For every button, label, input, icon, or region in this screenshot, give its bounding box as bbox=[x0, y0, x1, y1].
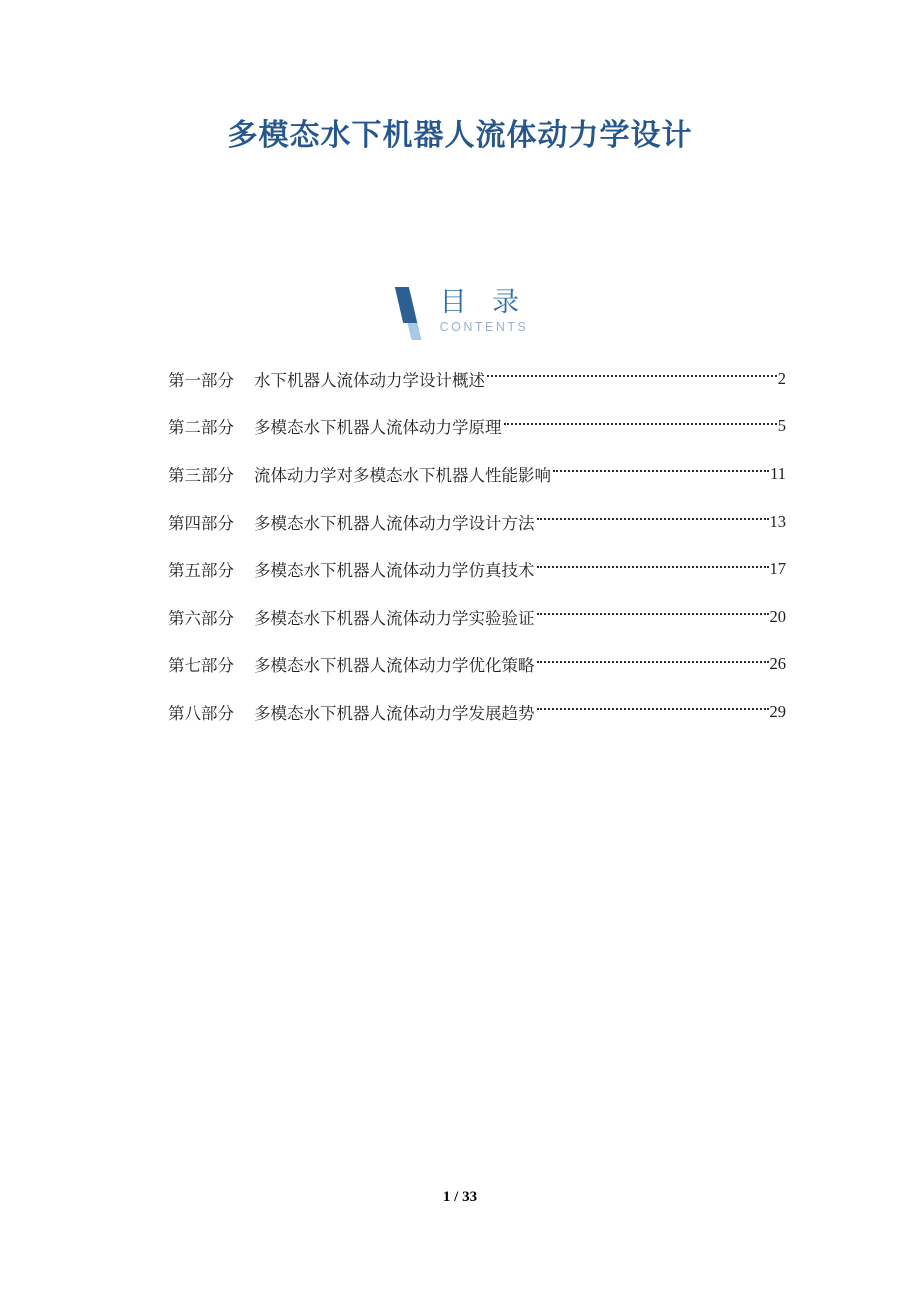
toc-title-block bbox=[440, 287, 529, 334]
toc-list bbox=[168, 355, 786, 736]
page-number-indicator: 1 / 33 bbox=[442, 1189, 478, 1205]
document-title: 多模态水下机器人流体动力学设计 bbox=[227, 119, 693, 152]
toc-entry-part: 第二部分 bbox=[168, 418, 234, 438]
toc-dot-leader bbox=[537, 661, 769, 663]
toc-entry-page: 26 bbox=[769, 654, 786, 674]
toc-entry-title: 流体动力学对多模态水下机器人性能影响 bbox=[254, 465, 551, 485]
toc-subheading: CONTENTS bbox=[439, 320, 529, 334]
toc-dot-leader bbox=[537, 518, 769, 520]
toc-entry-page: 11 bbox=[770, 463, 786, 483]
toc-entry-title: 多模态水下机器人流体动力学优化策略 bbox=[254, 656, 535, 676]
toc-entry-title: 多模态水下机器人流体动力学原理 bbox=[254, 418, 502, 438]
toc-entry-part: 第三部分 bbox=[168, 465, 234, 485]
toc-entry[interactable] bbox=[168, 403, 786, 451]
toc-entry[interactable] bbox=[168, 688, 786, 736]
toc-entry[interactable] bbox=[168, 593, 786, 641]
toc-entry[interactable] bbox=[168, 450, 786, 498]
toc-mark-icon bbox=[392, 287, 428, 345]
toc-entry-part: 第一部分 bbox=[168, 370, 234, 390]
toc-entry-title: 多模态水下机器人流体动力学设计方法 bbox=[254, 513, 535, 533]
toc-entry-page: 13 bbox=[769, 511, 786, 531]
toc-entry-part: 第七部分 bbox=[168, 656, 234, 676]
toc-entry-page: 20 bbox=[769, 606, 786, 626]
toc-dot-leader bbox=[537, 708, 769, 710]
toc-entry-part: 第八部分 bbox=[168, 703, 234, 723]
toc-dot-leader bbox=[553, 470, 769, 472]
toc-entry-title: 多模态水下机器人流体动力学仿真技术 bbox=[254, 561, 535, 581]
toc-heading: 目 录 bbox=[439, 287, 529, 317]
toc-dot-leader bbox=[537, 613, 769, 615]
toc-entry-part: 第五部分 bbox=[168, 561, 234, 581]
toc-entry-part: 第四部分 bbox=[168, 513, 234, 533]
toc-header bbox=[0, 287, 920, 345]
toc-entry[interactable] bbox=[168, 498, 786, 546]
toc-dot-leader bbox=[504, 423, 777, 425]
toc-entry-page: 2 bbox=[777, 368, 786, 388]
page-footer bbox=[0, 1189, 920, 1206]
toc-entry[interactable] bbox=[168, 641, 786, 689]
toc-dot-leader bbox=[537, 566, 769, 568]
toc-entry-page: 17 bbox=[769, 559, 786, 579]
toc-entry[interactable] bbox=[168, 545, 786, 593]
toc-entry-page: 5 bbox=[777, 416, 786, 436]
toc-entry-part: 第六部分 bbox=[168, 608, 234, 628]
toc-entry[interactable] bbox=[168, 355, 786, 403]
toc-entry-page: 29 bbox=[769, 701, 786, 721]
toc-entry-title: 水下机器人流体动力学设计概述 bbox=[254, 370, 485, 390]
toc-entry-title: 多模态水下机器人流体动力学实验验证 bbox=[254, 608, 535, 628]
toc-entry-title: 多模态水下机器人流体动力学发展趋势 bbox=[254, 703, 535, 723]
toc-dot-leader bbox=[487, 375, 777, 377]
